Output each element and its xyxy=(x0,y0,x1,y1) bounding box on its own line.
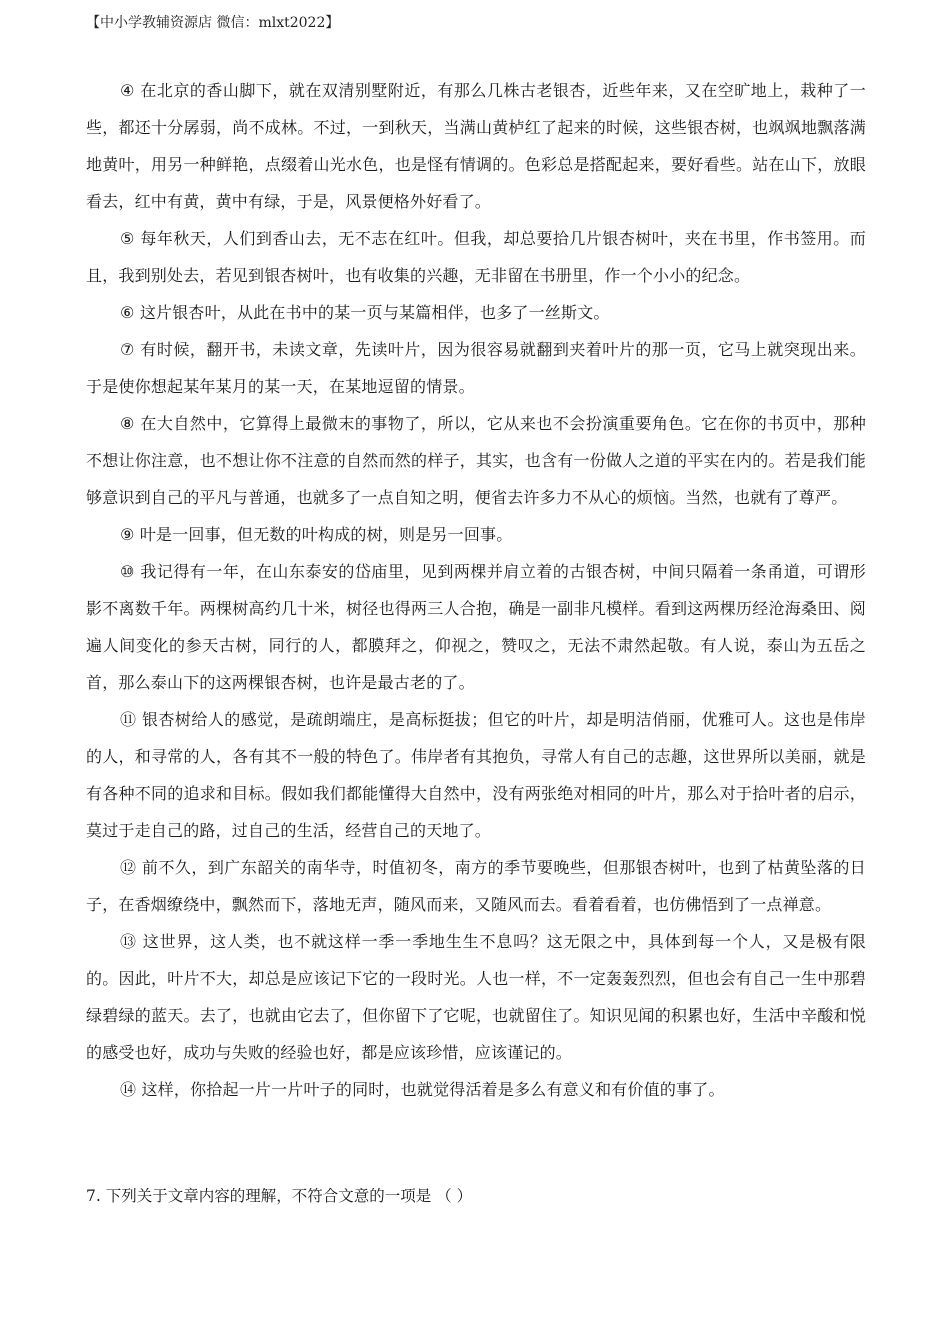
paragraph-13: ⑬ 这世界，这人类，也不就这样一季一季地生生不息吗？这无限之中，具体到每一个人，又是极有限的。因此，叶片不大，却总是应该记下它的一段时光。人也一样，不一定轰轰烈烈，但也会有自己一生中那碧绿碧绿的蓝天。去了，也就由它去了，但你留下了它呢，也就留住了。知识见闻的积累也好，生活中辛酸和悦的感受也好，成功与失败的经验也好，都是应该珍惜，应该谨记的。 xyxy=(86,932,866,1062)
paragraph-5: ⑤ 每年秋天，人们到香山去，无不志在红叶。但我，却总要拾几片银杏树叶，夹在书里，作书签用。而且，我到别处去，若见到银杏树叶，也有收集的兴趣，无非留在书册里，作一个小小的纪念。 xyxy=(86,229,866,285)
page-header: 【中小学教辅资源店 微信：mlxt2022】 xyxy=(86,15,340,31)
paragraph-7: ⑦ 有时候，翻开书，未读文章，先读叶片，因为很容易就翻到夹着叶片的那一页，它马上就突现出来。于是使你想起某年某月的某一天，在某地逗留的情景。 xyxy=(86,340,866,396)
question-7: 7. 下列关于文章内容的理解，不符合文意的一项是 （ ） xyxy=(86,1187,473,1205)
paragraph-6: ⑥ 这片银杏叶，从此在书中的某一页与某篇相伴，也多了一丝斯文。 xyxy=(120,303,610,322)
paragraph-10: ⑩ 我记得有一年，在山东泰安的岱庙里，见到两棵并肩立着的古银杏树，中间只隔着一条甬道，可谓形影不离数千年。两棵树高约几十米，树径也得两三人合抱，确是一副非凡模样。看到这两棵历经沧海桑田、阅遍人间变化的参天古树，同行的人，都膜拜之，仰视之，赞叹之，无法不肃然起敬。有人说，泰山为五岳之首，那么泰山下的这两棵银杏树，也许是最古老的了。 xyxy=(86,562,866,692)
paragraph-9: ⑨ 叶是一回事，但无数的叶构成的树，则是另一回事。 xyxy=(120,525,513,544)
paragraph-12: ⑫ 前不久，到广东韶关的南华寺，时值初冬，南方的季节要晚些，但那银杏树叶，也到了枯黄坠落的日子，在香烟缭绕中，飘然而下，落地无声，随风而来，又随风而去。看着看着，也仿佛悟到了一点禅意。 xyxy=(86,858,866,914)
paragraph-8: ⑧ 在大自然中，它算得上最微末的事物了，所以，它从来也不会扮演重要角色。它在你的书页中，那种不想让你注意，也不想让你不注意的自然而然的样子，其实，也含有一份做人之道的平实在内的。若是我们能够意识到自己的平凡与普通，也就多了一点自知之明，便省去许多力不从心的烦恼。当然，也就有了尊严。 xyxy=(86,414,866,507)
paragraph-14: ⑭ 这样，你拾起一片一片叶子的同时，也就觉得活着是多么有意义和有价值的事了。 xyxy=(120,1080,725,1099)
article-body xyxy=(86,72,866,1108)
paragraph-4: ④ 在北京的香山脚下，就在双清别墅附近，有那么几株古老银杏，近些年来，又在空旷地上，栽种了一些，都还十分孱弱，尚不成林。不过，一到秋天，当满山黄栌红了起来的时候，这些银杏树，也飒飒地飘落满地黄叶，用另一种鲜艳，点缀着山光水色，也是怪有情调的。色彩总是搭配起来，要好看些。站在山下，放眼看去，红中有黄，黄中有绿，于是，风景便格外好看了。 xyxy=(86,81,866,211)
paragraph-11: ⑪ 银杏树给人的感觉，是疏朗端庄，是高标挺拔；但它的叶片，却是明洁俏丽，优雅可人。这也是伟岸的人，和寻常的人，各有其不一般的特色了。伟岸者有其抱负，寻常人有自己的志趣，这世界所以美丽，就是有各种不同的追求和目标。假如我们都能懂得大自然中，没有两张绝对相同的叶片，那么对于拾叶者的启示，莫过于走自己的路，过自己的生活，经营自己的天地了。 xyxy=(86,710,866,840)
